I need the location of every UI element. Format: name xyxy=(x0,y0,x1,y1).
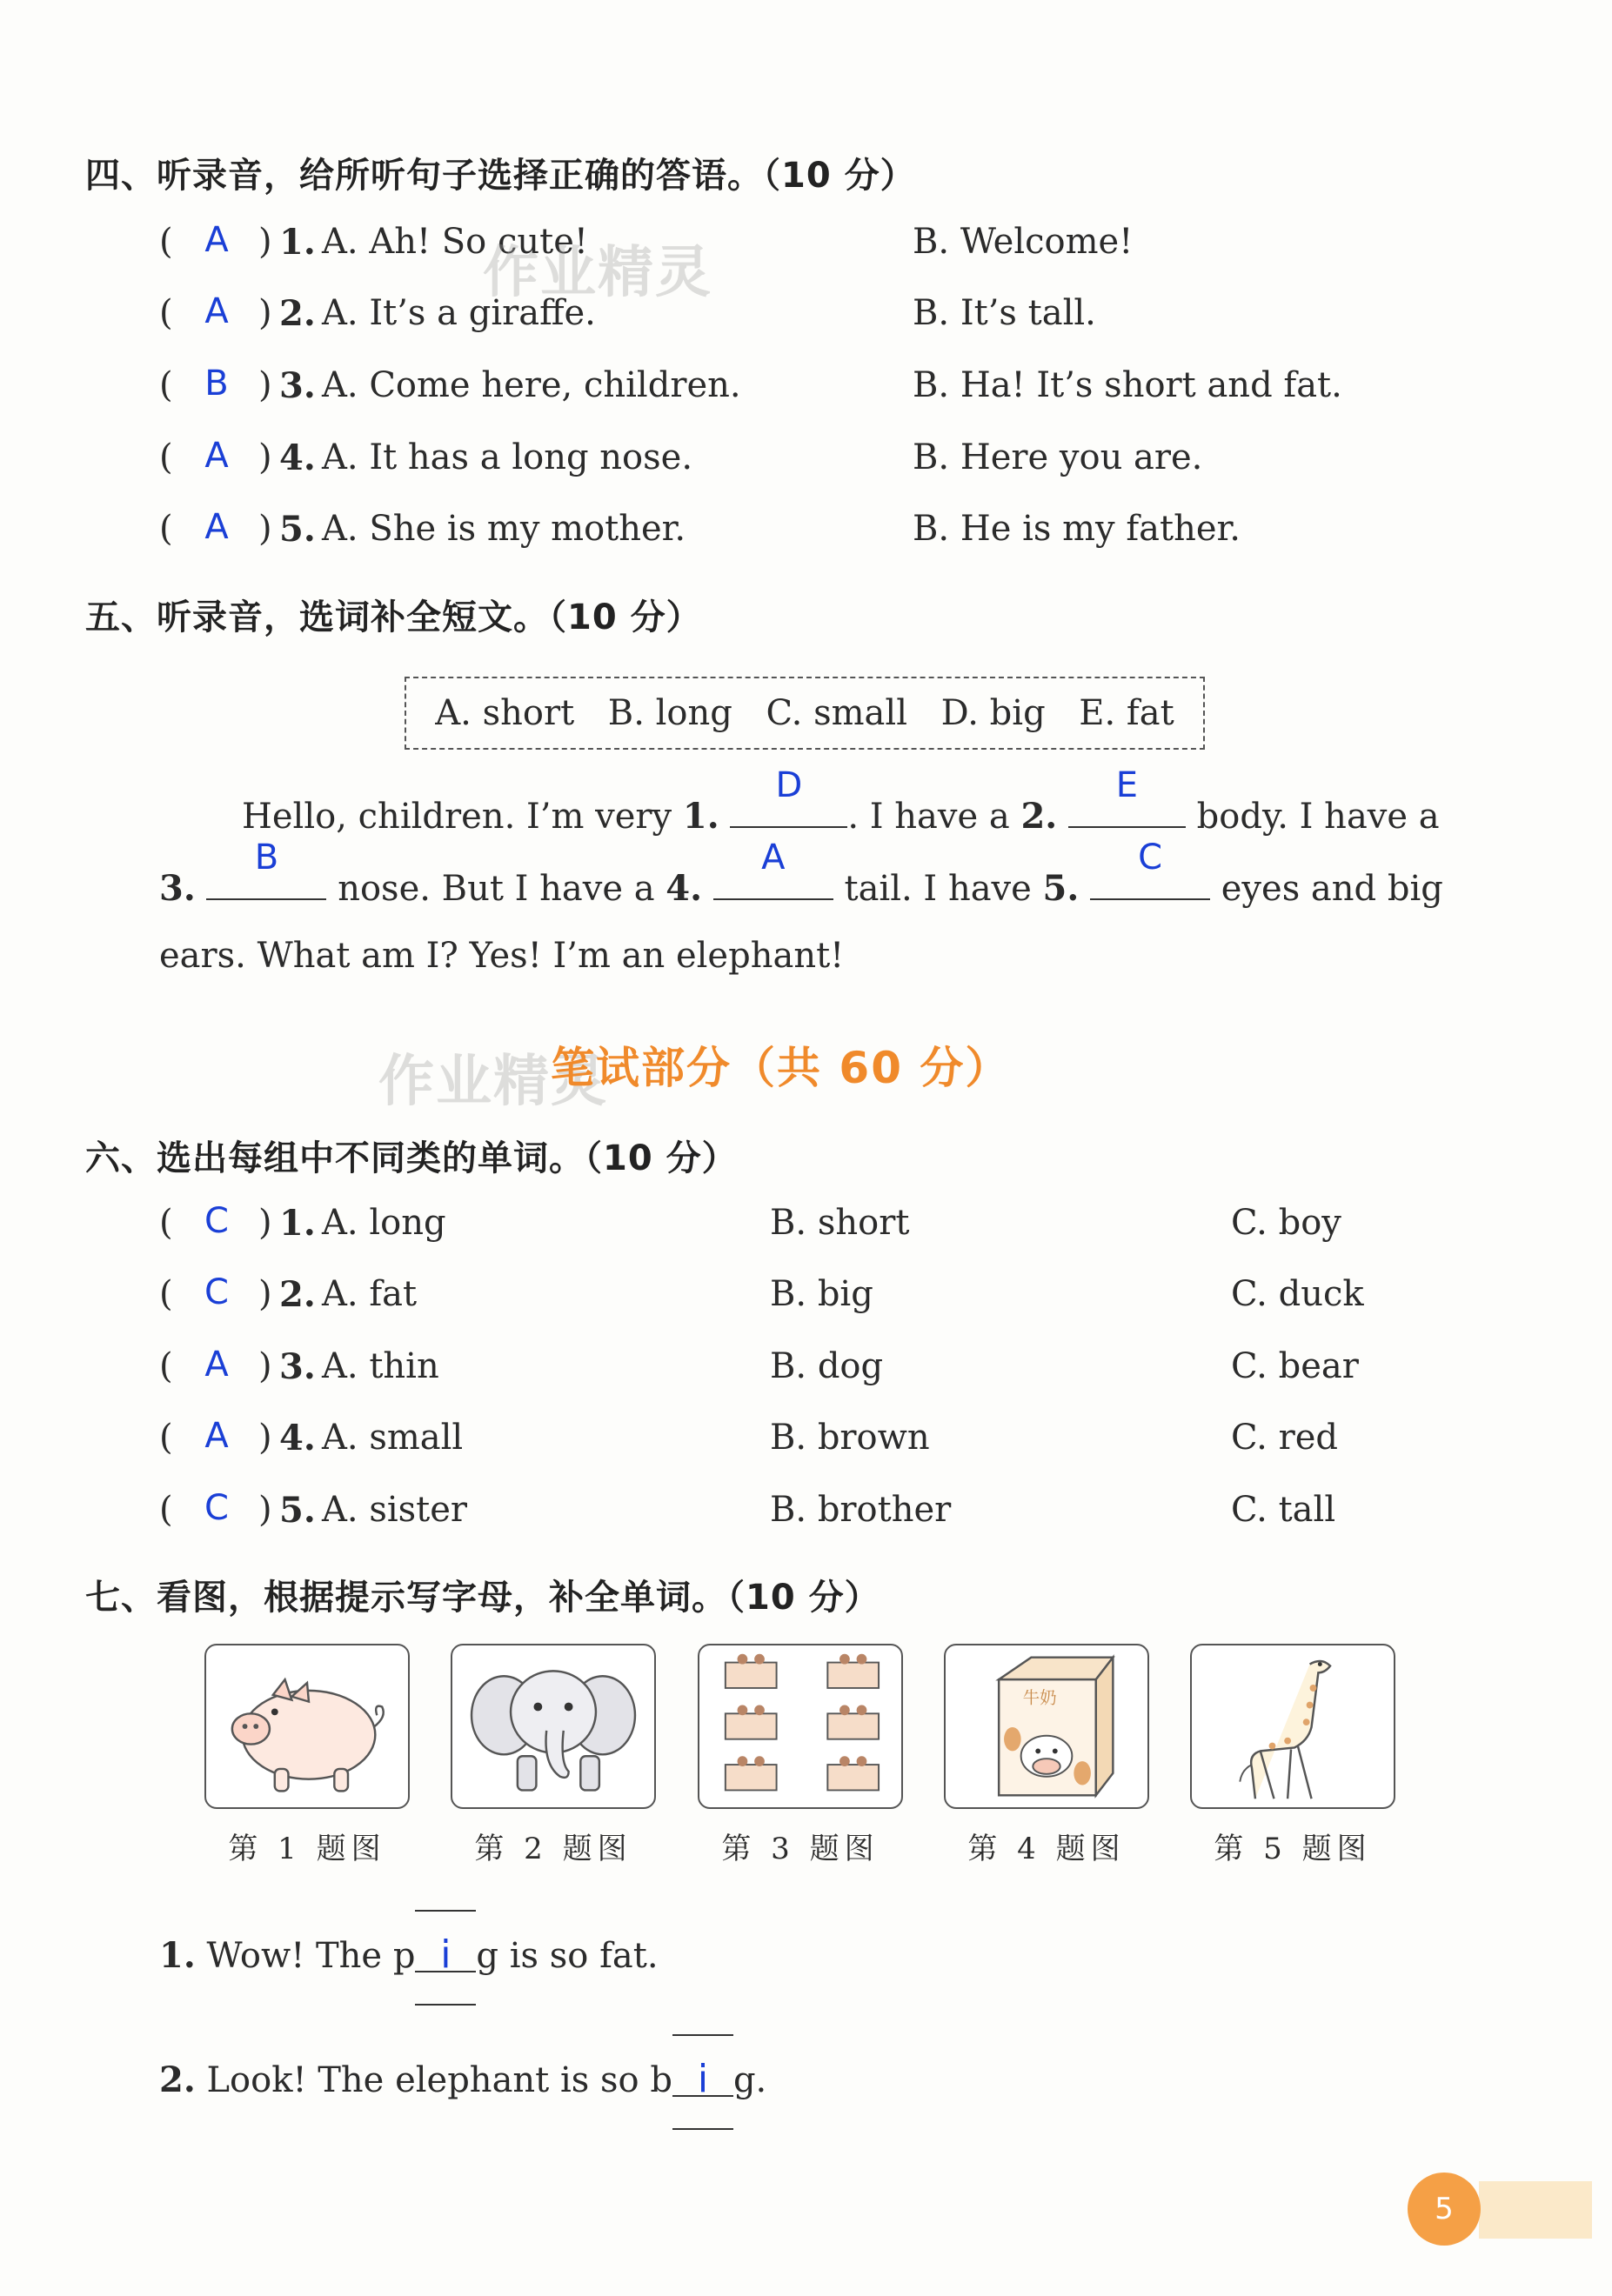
item-number: 1. xyxy=(279,222,316,263)
item-number: 5. xyxy=(279,509,316,550)
close-paren: ) xyxy=(258,437,272,477)
giraffe-icon xyxy=(1192,1645,1394,1807)
option-b: B. brown xyxy=(770,1418,930,1458)
open-paren: ( xyxy=(159,365,173,405)
picture-giraffe xyxy=(1190,1644,1395,1809)
option-b: B. Welcome! xyxy=(913,222,1134,262)
item-number: 2. xyxy=(279,1274,316,1315)
close-paren: ) xyxy=(258,1203,272,1243)
section6-item-1 xyxy=(159,1203,1464,1255)
picture-milk xyxy=(944,1644,1149,1809)
option-b: B. brother xyxy=(770,1490,952,1530)
blank-2 xyxy=(1068,765,1186,828)
close-paren: ) xyxy=(258,1418,272,1458)
watermark-middle: 作业精灵 xyxy=(378,1050,608,1114)
word-option-a: A. short xyxy=(435,693,575,733)
caption-3: 第 3 题图 xyxy=(721,1832,880,1866)
passage-line-1 xyxy=(242,765,1440,844)
caption-4: 第 4 题图 xyxy=(967,1832,1126,1866)
blank-3 xyxy=(206,838,326,900)
answer-text: A xyxy=(204,291,229,331)
blank-answer: B xyxy=(254,838,279,878)
question-7-2 xyxy=(159,2057,766,2101)
passage-text: eyes and big xyxy=(1210,869,1443,909)
letter-slot-1 xyxy=(415,1932,476,1977)
option-a: A. small xyxy=(322,1418,464,1458)
guide-line xyxy=(672,2128,733,2130)
option-a: A. Ah! So cute! xyxy=(322,222,588,262)
word-option-d: D. big xyxy=(940,693,1046,733)
picture-cakes xyxy=(698,1644,903,1809)
section4-item-2 xyxy=(159,293,1464,345)
item-number: 4. xyxy=(279,437,316,478)
caption-2: 第 2 题图 xyxy=(474,1832,632,1866)
answer-text: A xyxy=(204,220,229,260)
blank-5 xyxy=(1090,838,1210,900)
passage-line-3: ears. What am I? Yes! I’m an elephant! xyxy=(159,936,845,976)
section7-heading: 七、看图，根据提示写字母，补全单词。（10 分） xyxy=(85,1578,880,1618)
section4-item-4 xyxy=(159,437,1464,490)
close-paren: ) xyxy=(258,509,272,549)
open-paren: ( xyxy=(159,509,173,549)
option-b: B. big xyxy=(770,1274,873,1314)
question-number: 1. xyxy=(159,1935,196,1976)
passage-text: nose. But I have a xyxy=(326,869,666,909)
answer-text: A xyxy=(204,507,229,547)
pig-icon xyxy=(206,1645,408,1807)
blank-number: 5. xyxy=(1042,868,1080,909)
close-paren: ) xyxy=(258,1346,272,1386)
option-b: B. Here you are. xyxy=(913,437,1203,477)
section4-item-1 xyxy=(159,222,1464,274)
answer-text: C xyxy=(204,1272,229,1312)
picture-pig xyxy=(204,1644,410,1809)
question-text: g. xyxy=(732,2060,767,2100)
watermark-top: 作业精灵 xyxy=(483,241,712,305)
option-a: A. It has a long nose. xyxy=(322,437,693,477)
answer-text: B xyxy=(204,364,229,404)
guide-line xyxy=(672,2095,733,2097)
guide-line xyxy=(415,1971,476,1972)
section6-item-3 xyxy=(159,1346,1464,1398)
option-c: C. boy xyxy=(1231,1203,1341,1243)
section6-item-2 xyxy=(159,1274,1464,1326)
option-a: A. long xyxy=(322,1203,446,1243)
guide-line xyxy=(672,2034,733,2036)
option-b: B. dog xyxy=(770,1346,884,1386)
open-paren: ( xyxy=(159,1274,173,1314)
open-paren: ( xyxy=(159,437,173,477)
open-paren: ( xyxy=(159,1346,173,1386)
close-paren: ) xyxy=(258,293,272,333)
blank-answer: E xyxy=(1115,765,1139,805)
filled-letter: i xyxy=(697,2057,709,2101)
section4-item-3 xyxy=(159,365,1464,417)
blank-4 xyxy=(713,838,833,900)
option-a: A. thin xyxy=(322,1346,439,1386)
answer-text: C xyxy=(204,1488,229,1528)
close-paren: ) xyxy=(258,222,272,262)
answer-text: A xyxy=(204,436,229,476)
item-number: 3. xyxy=(279,1346,316,1387)
option-a: A. sister xyxy=(322,1490,468,1530)
blank-number: 3. xyxy=(159,868,196,909)
word-option-e: E. fat xyxy=(1079,693,1174,733)
elephant-icon xyxy=(452,1645,654,1807)
milk-label: 牛奶 xyxy=(1022,1687,1057,1708)
milk-carton-icon xyxy=(946,1645,1147,1807)
answer-text: A xyxy=(204,1416,229,1456)
close-paren: ) xyxy=(258,1274,272,1314)
close-paren: ) xyxy=(258,365,272,405)
blank-number: 2. xyxy=(1020,796,1058,837)
passage-text: tail. I have xyxy=(833,869,1043,909)
passage-line-2 xyxy=(159,838,1443,916)
page-corner-strip xyxy=(1479,2181,1592,2239)
blank-number: 1. xyxy=(682,796,719,837)
letter-slot-2 xyxy=(672,2057,733,2101)
option-b: B. Ha! It’s short and fat. xyxy=(913,365,1342,405)
option-b: B. short xyxy=(770,1203,910,1243)
item-number: 5. xyxy=(279,1490,316,1531)
section4-item-5 xyxy=(159,509,1464,561)
option-a: A. Come here, children. xyxy=(322,365,741,405)
item-number: 2. xyxy=(279,293,316,334)
answer-text: A xyxy=(204,1345,229,1385)
open-paren: ( xyxy=(159,1418,173,1458)
passage-text: body. I have a xyxy=(1185,797,1440,837)
question-text: g is so fat. xyxy=(476,1936,659,1976)
item-number: 4. xyxy=(279,1418,316,1458)
blank-number: 4. xyxy=(666,868,703,909)
word-bank xyxy=(405,677,1205,750)
option-c: C. tall xyxy=(1231,1490,1336,1530)
guide-line xyxy=(415,1910,476,1912)
filled-letter: i xyxy=(440,1932,451,1977)
guide-line xyxy=(415,2004,476,2006)
blank-answer: C xyxy=(1138,838,1162,878)
open-paren: ( xyxy=(159,1490,173,1530)
option-c: C. red xyxy=(1231,1418,1339,1458)
open-paren: ( xyxy=(159,222,173,262)
answer-text: C xyxy=(204,1201,229,1241)
page-number: 5 xyxy=(1408,2173,1481,2246)
option-a: A. It’s a giraffe. xyxy=(322,293,596,333)
section4-heading: 四、听录音，给所听句子选择正确的答语。（10 分） xyxy=(85,156,916,196)
caption-1: 第 1 题图 xyxy=(228,1832,386,1866)
option-b: B. It’s tall. xyxy=(913,293,1096,333)
blank-1 xyxy=(730,765,847,828)
item-number: 3. xyxy=(279,365,316,406)
open-paren: ( xyxy=(159,1203,173,1243)
open-paren: ( xyxy=(159,293,173,333)
picture-elephant xyxy=(451,1644,656,1809)
item-number: 1. xyxy=(279,1203,316,1244)
written-part-title: 笔试部分（共 60 分） xyxy=(551,1043,1011,1093)
word-option-c: C. small xyxy=(766,693,907,733)
section6-item-5 xyxy=(159,1490,1464,1542)
cake-icon xyxy=(699,1645,901,1807)
passage-text: Hello, children. I’m very xyxy=(242,797,683,837)
blank-answer: D xyxy=(775,765,803,805)
passage-text: . I have a xyxy=(847,797,1021,837)
question-number: 2. xyxy=(159,2059,196,2100)
close-paren: ) xyxy=(258,1490,272,1530)
question-text: Look! The elephant is so b xyxy=(195,2060,672,2100)
blank-answer: A xyxy=(761,838,786,878)
word-option-b: B. long xyxy=(607,693,732,733)
caption-5: 第 5 题图 xyxy=(1214,1832,1372,1866)
option-c: C. duck xyxy=(1231,1274,1364,1314)
option-b: B. He is my father. xyxy=(913,509,1241,549)
question-7-1 xyxy=(159,1932,659,1977)
section6-heading: 六、选出每组中不同类的单词。（10 分） xyxy=(85,1138,738,1178)
option-a: A. She is my mother. xyxy=(322,509,686,549)
section6-item-4 xyxy=(159,1418,1464,1470)
option-c: C. bear xyxy=(1231,1346,1359,1386)
option-a: A. fat xyxy=(322,1274,418,1314)
question-text: Wow! The p xyxy=(195,1936,416,1976)
section5-heading: 五、听录音，选词补全短文。（10 分） xyxy=(85,597,702,637)
